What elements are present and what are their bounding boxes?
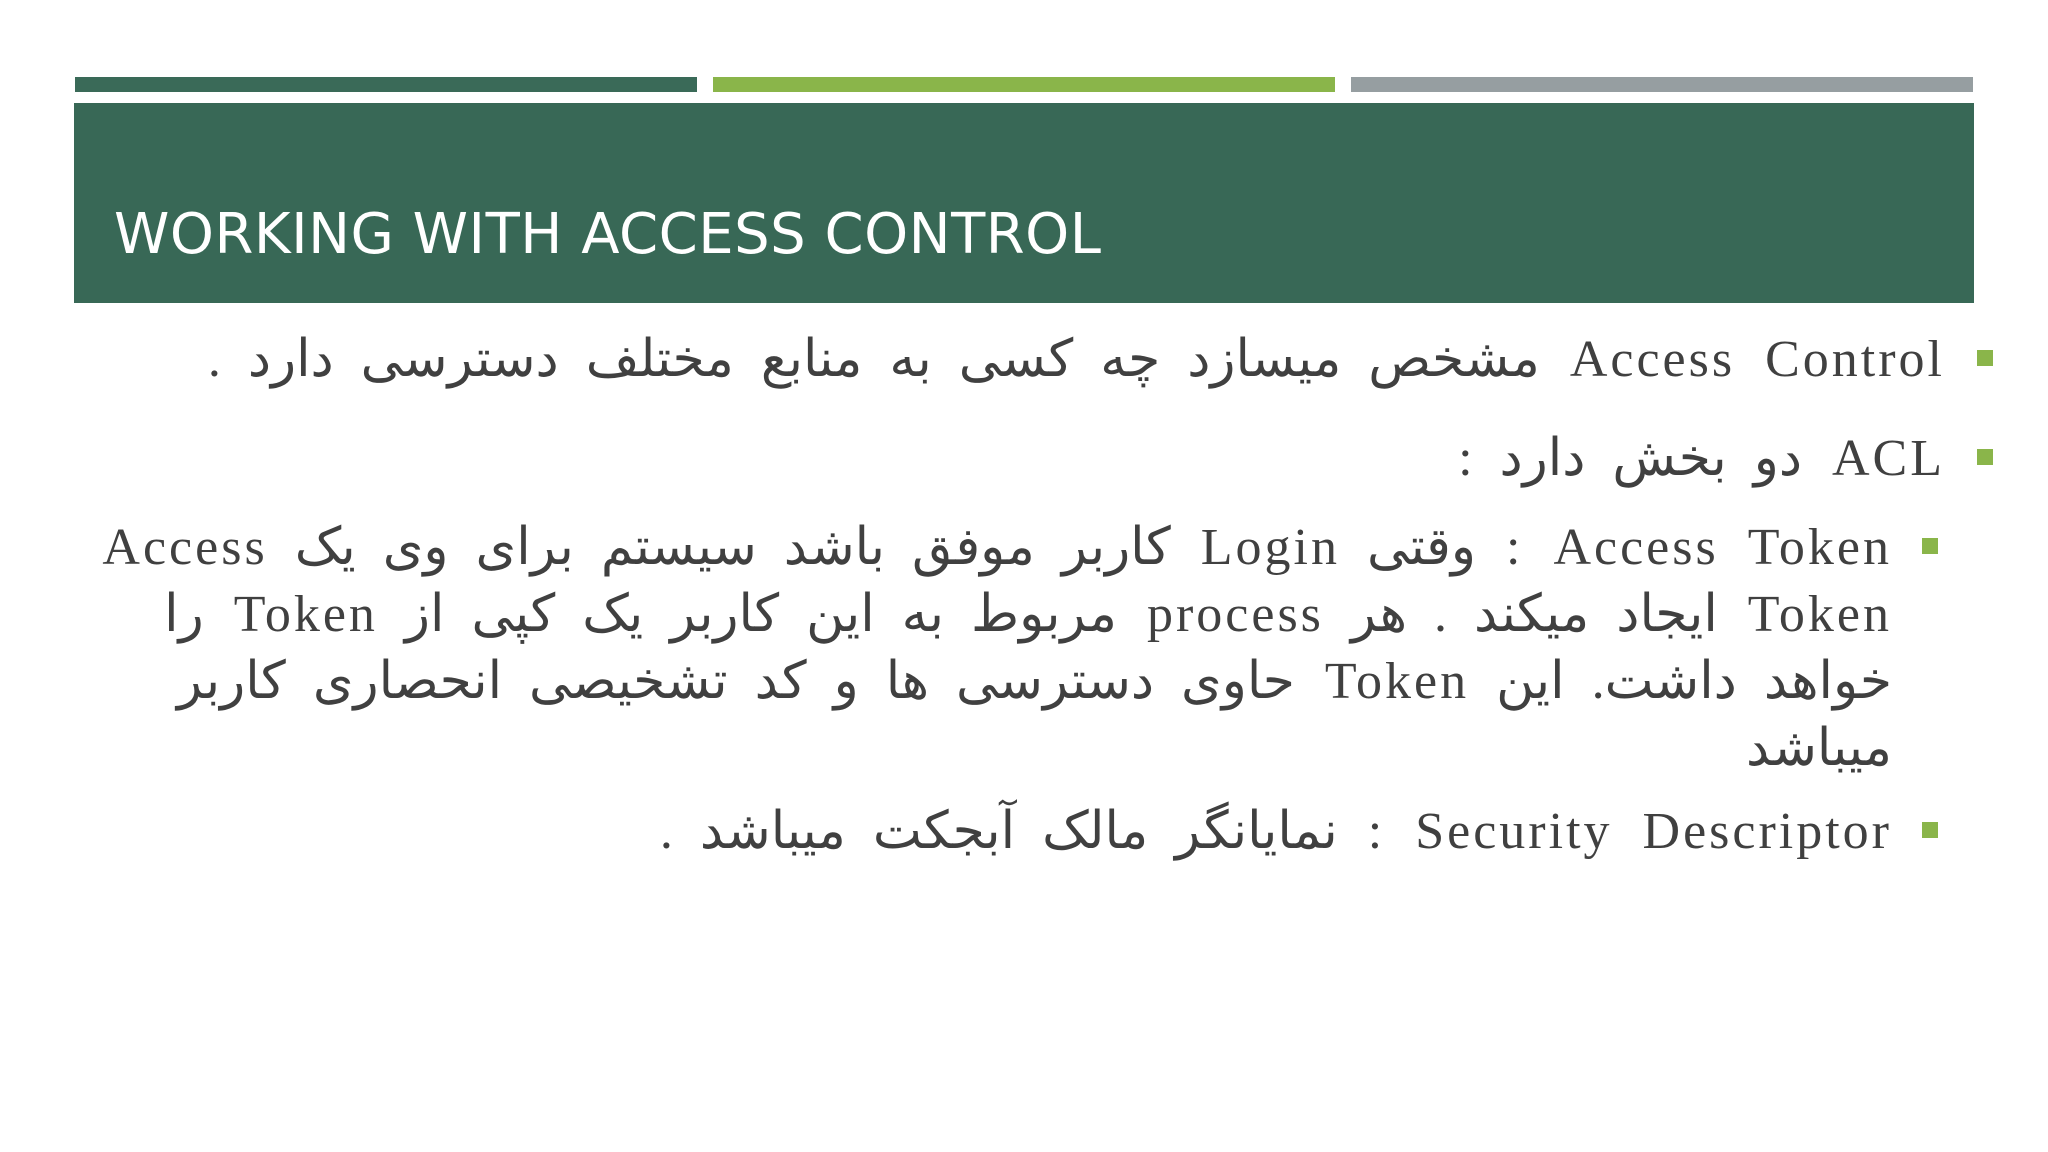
accent-stripe-light-green [713,77,1335,92]
bullet-text: Security Descriptor : نمایانگر مالک آبجکت میباشد . [659,803,1892,860]
sub-bullet-security-descriptor [100,798,1892,865]
bullet-access-control [100,326,1945,393]
bullet-square-icon [1977,449,1993,465]
accent-stripe-dark-green [75,77,697,92]
title-band [74,103,1974,303]
bullet-square-icon [1922,538,1938,554]
bullet-text: ACL دو بخش دارد : [1458,430,1945,487]
bullet-square-icon [1922,822,1938,838]
sub-bullet-access-token [100,514,1892,782]
bullet-acl [100,425,1945,492]
slide-title: WORKING WITH ACCESS CONTROL [114,202,1102,267]
bullet-text: Access Token : وقتی Login کاربر موفق باشد سیستم برای وی یک Access Token ایجاد میکند . هر process مربوط به این کاربر یک کپی از Token را خواهد داشت. این Token حاوی دسترسی ها و کد تشخیصی انحصاری کاربر میباشد [102,519,1892,777]
slide-body [100,326,1990,865]
accent-stripe-gray [1351,77,1973,92]
bullet-text: Access Control مشخص میسازد چه کسی به منابع مختلف دسترسی دارد . [207,331,1945,388]
bullet-square-icon [1977,350,1993,366]
